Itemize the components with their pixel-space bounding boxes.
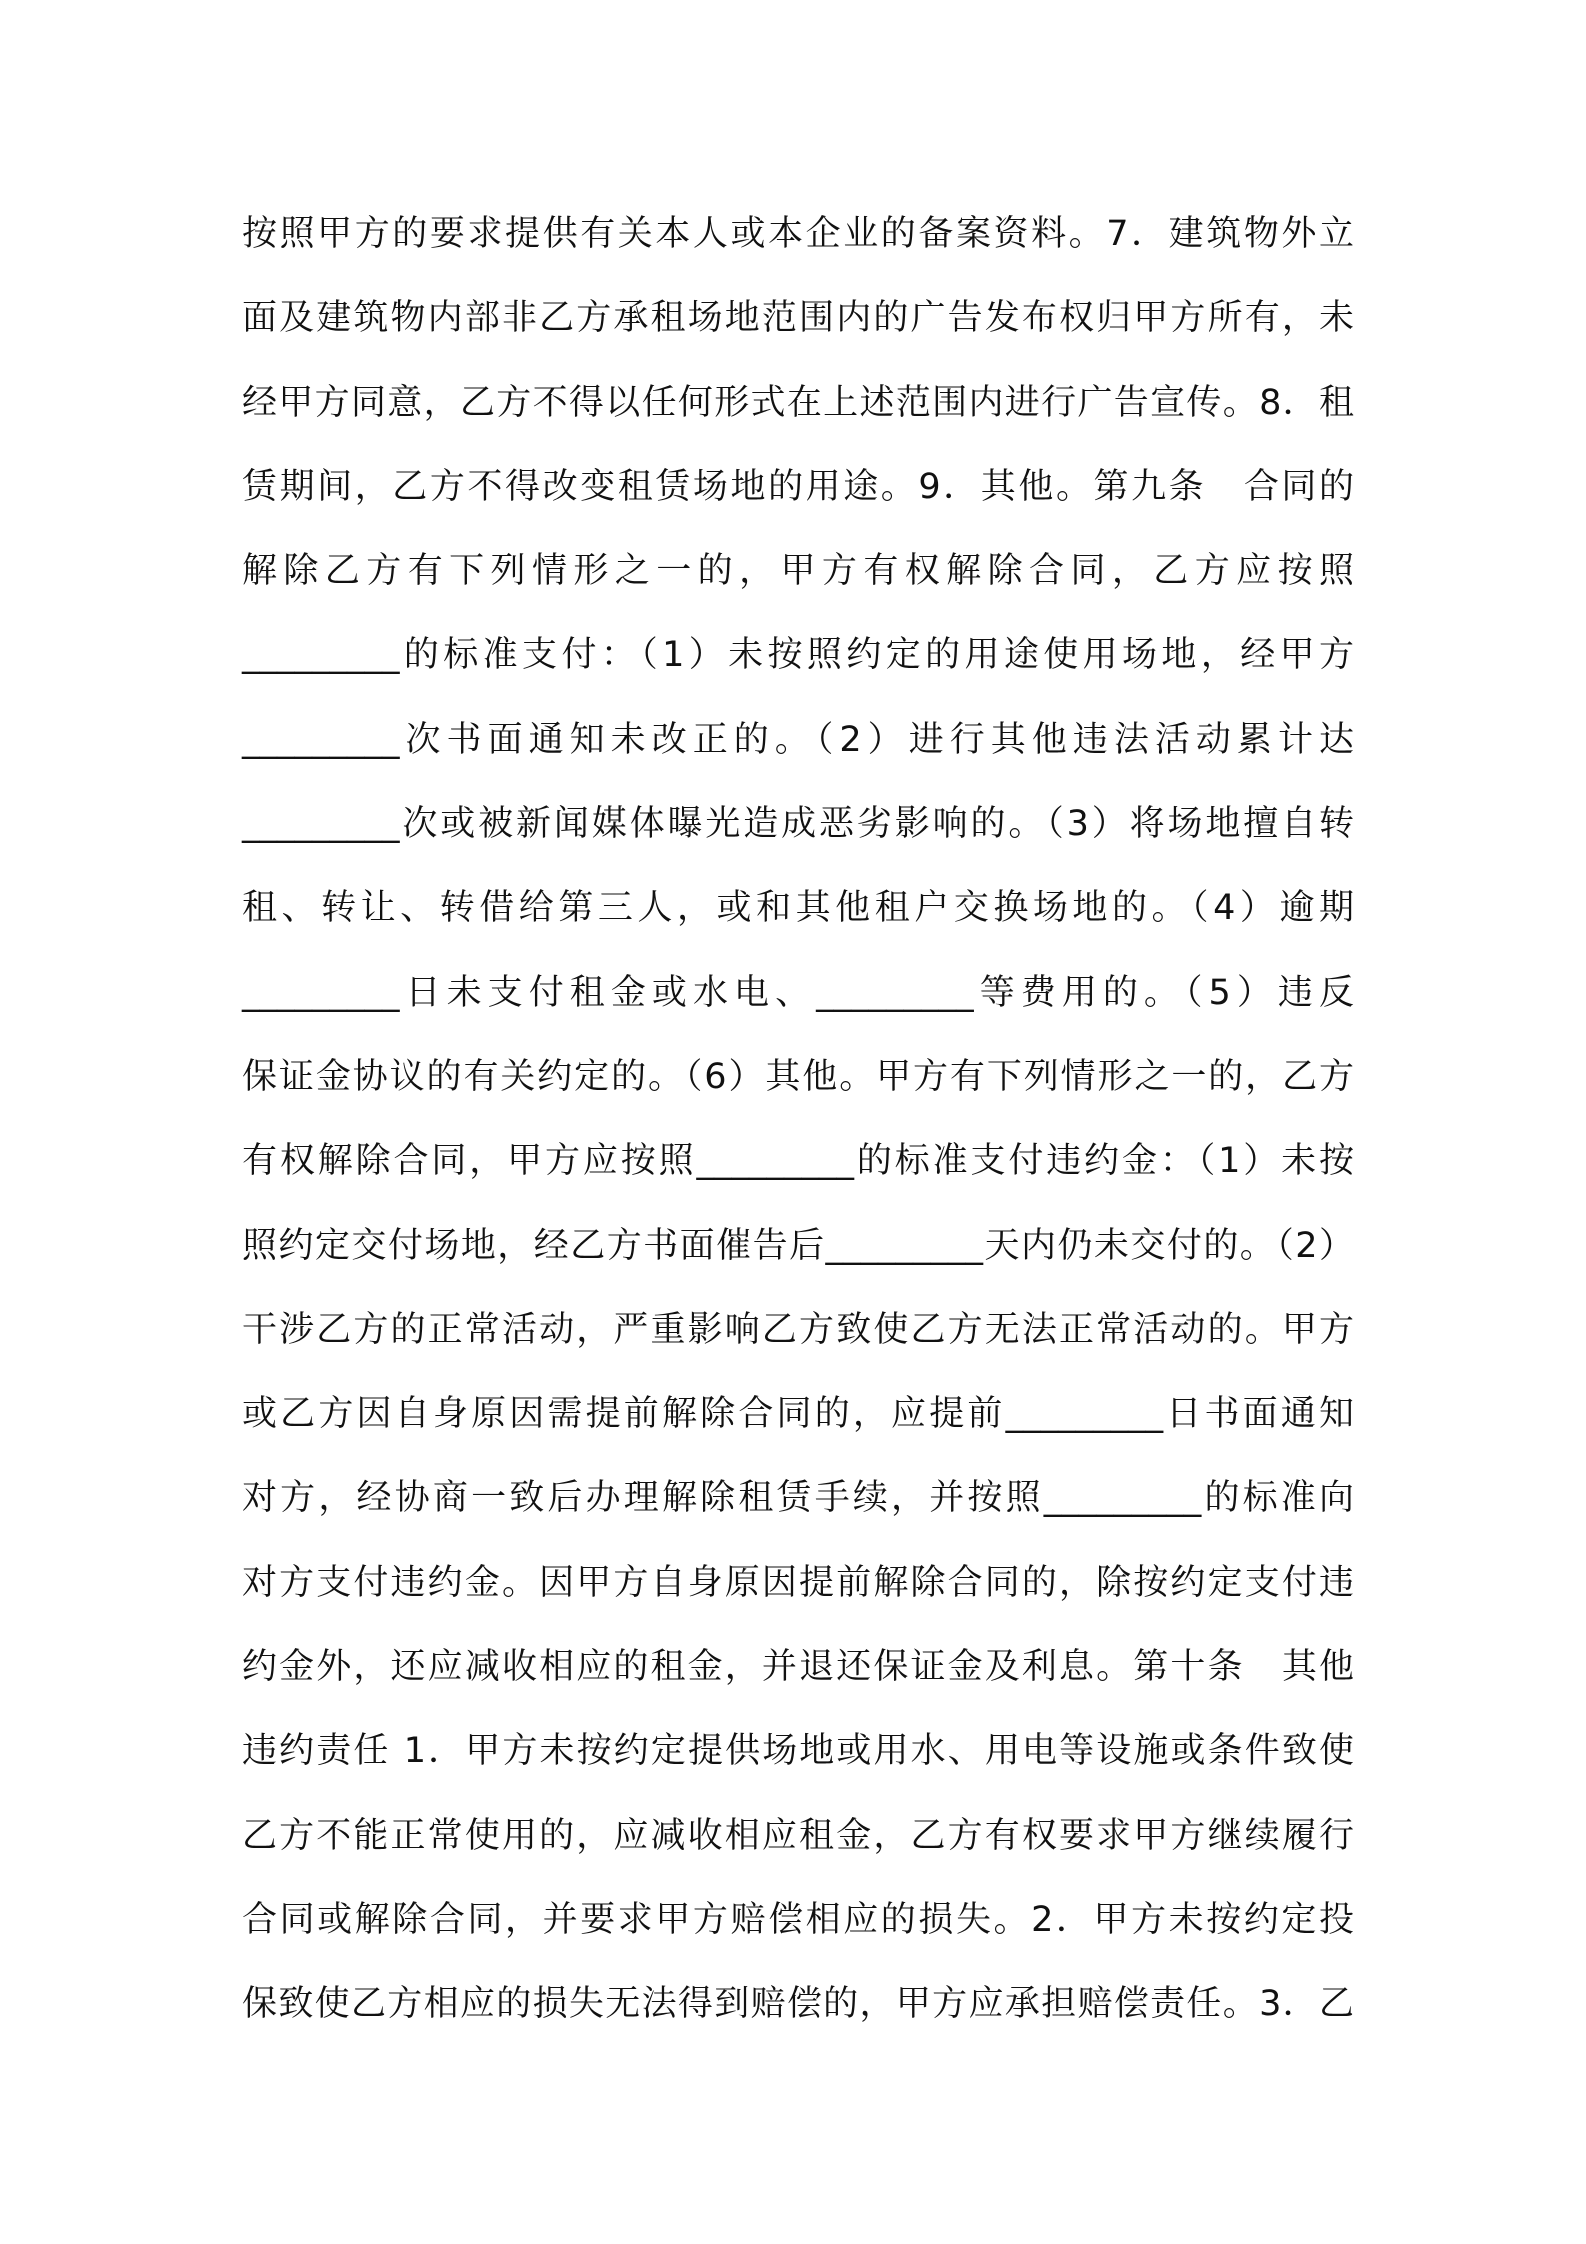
text-line-4: 赁期间，乙方不得改变租赁场地的用途。9．其他。第九条 合同的 [242, 466, 1354, 507]
text-line-17: 对方支付违约金。因甲方自身原因提前解除合同的，除按约定支付违 [242, 1562, 1354, 1603]
text-line-11: 保证金协议的有关约定的。（6）其他。甲方有下列情形之一的，乙方 [242, 1056, 1354, 1097]
text-line-16: 对方，经协商一致后办理解除租赁手续，并按照_________的标准向 [242, 1478, 1354, 1519]
text-line-2: 面及建筑物内部非乙方承租场地范围内的广告发布权归甲方所有，未 [242, 298, 1354, 339]
document-body [242, 192, 1354, 2047]
text-line-15: 或乙方因自身原因需提前解除合同的，应提前_________日书面通知 [242, 1394, 1354, 1435]
text-line-21: 合同或解除合同，并要求甲方赔偿相应的损失。2．甲方未按约定投 [242, 1899, 1354, 1940]
text-line-22: 保致使乙方相应的损失无法得到赔偿的，甲方应承担赔偿责任。3．乙 [242, 1984, 1354, 2025]
text-line-8: _________次或被新闻媒体曝光造成恶劣影响的。（3）将场地擅自转 [242, 804, 1354, 845]
text-line-14: 干涉乙方的正常活动，严重影响乙方致使乙方无法正常活动的。甲方 [242, 1309, 1354, 1350]
text-line-3: 经甲方同意，乙方不得以任何形式在上述范围内进行广告宣传。8．租 [242, 382, 1354, 423]
text-line-19: 违约责任 1．甲方未按约定提供场地或用水、用电等设施或条件致使 [242, 1731, 1354, 1772]
text-line-7: _________次书面通知未改正的。（2）进行其他违法活动累计达 [242, 719, 1354, 760]
text-line-9: 租、转让、转借给第三人，或和其他租户交换场地的。（4）逾期 [242, 888, 1354, 929]
text-line-18: 约金外，还应减收相应的租金，并退还保证金及利息。第十条 其他 [242, 1647, 1354, 1688]
text-line-1: 按照甲方的要求提供有关本人或本企业的备案资料。7．建筑物外立 [242, 214, 1354, 254]
text-line-6: _________的标准支付：（1）未按照约定的用途使用场地，经甲方 [242, 635, 1354, 676]
text-line-13: 照约定交付场地，经乙方书面催告后_________天内仍未交付的。（2） [242, 1225, 1354, 1266]
text-line-10: _________日未支付租金或水电、_________等费用的。（5）违反 [242, 972, 1354, 1013]
text-line-12: 有权解除合同，甲方应按照_________的标准支付违约金：（1）未按 [242, 1141, 1354, 1182]
text-line-5: 解除乙方有下列情形之一的，甲方有权解除合同，乙方应按照 [242, 551, 1354, 592]
text-line-20: 乙方不能正常使用的，应减收相应租金，乙方有权要求甲方继续履行 [242, 1815, 1354, 1856]
